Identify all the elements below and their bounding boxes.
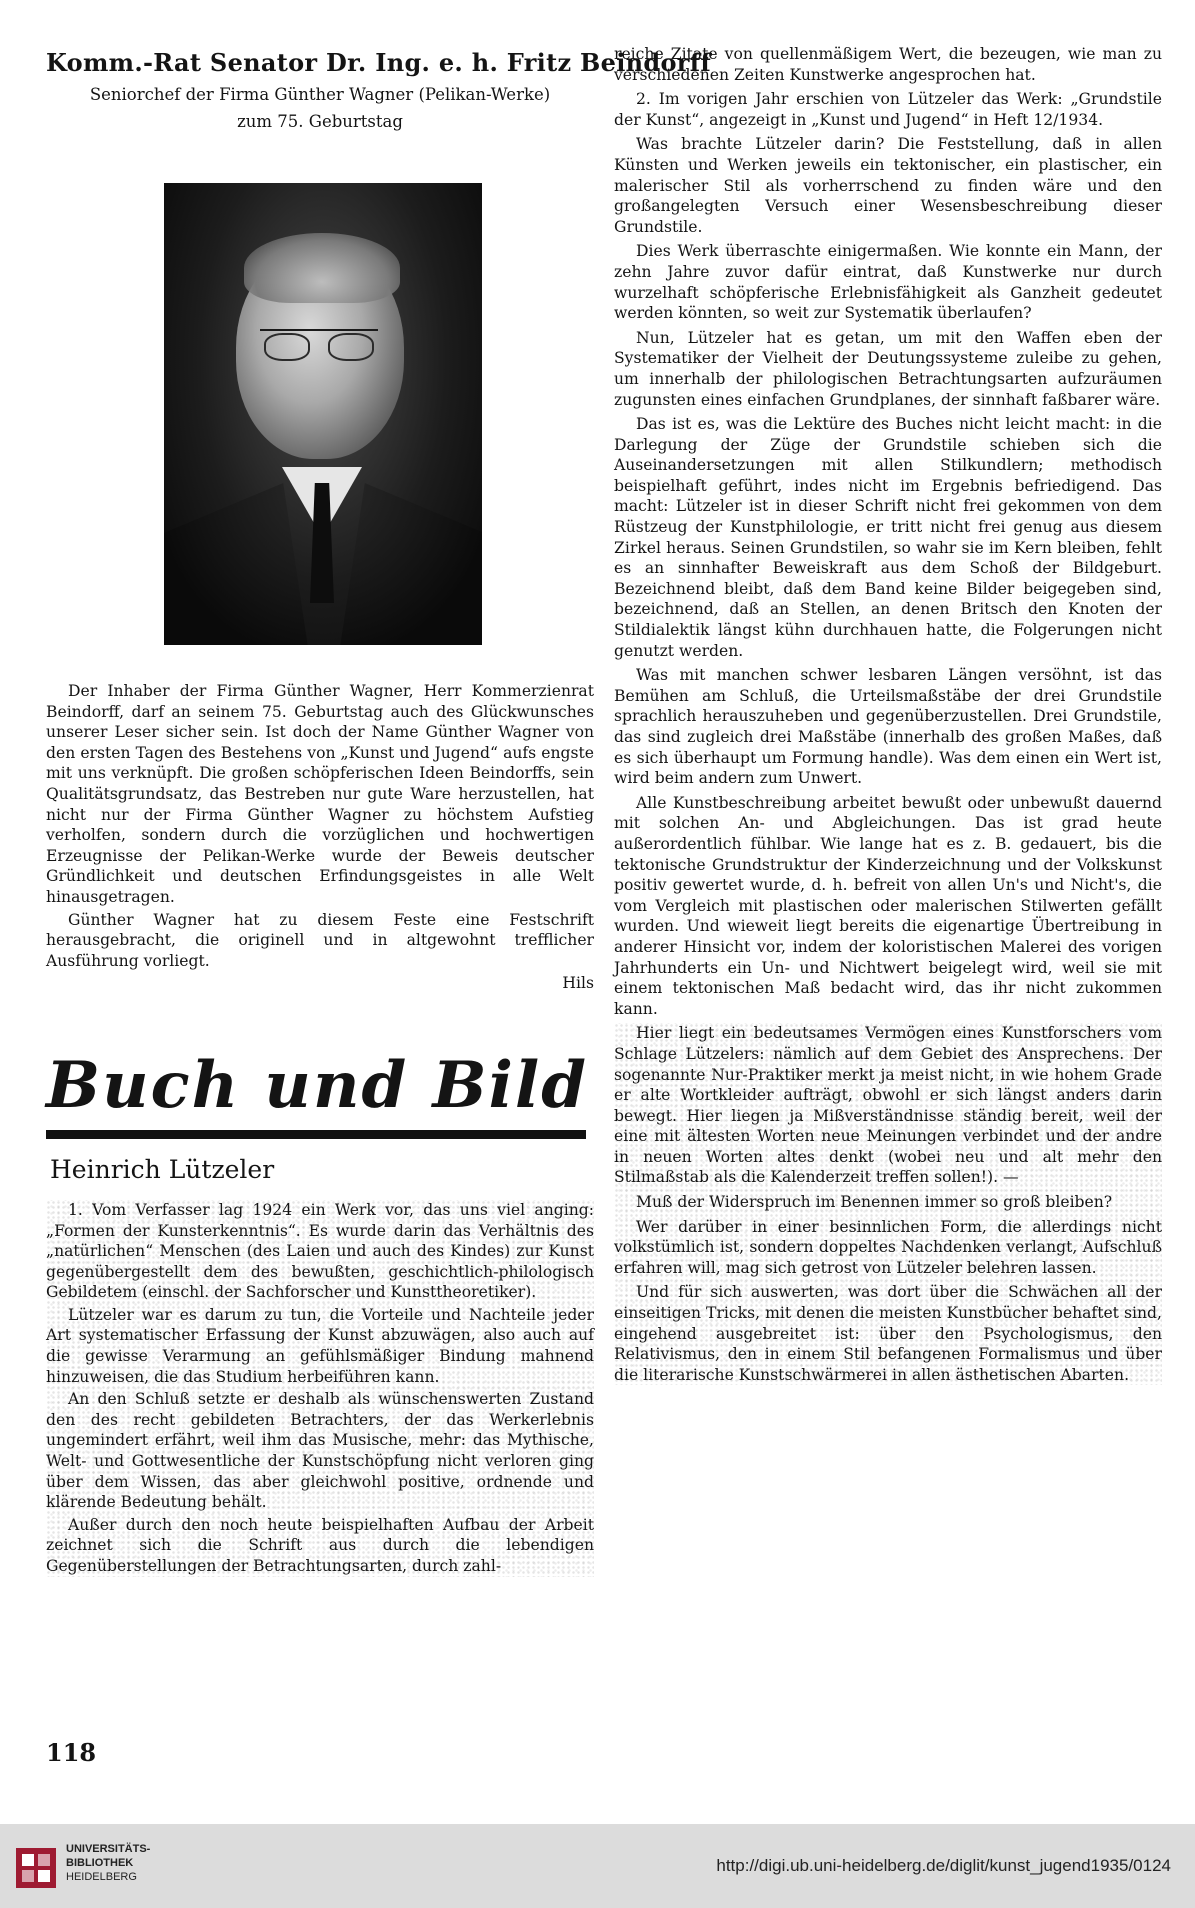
article-paragraph: 1. Vom Verfasser lag 1924 ein Werk vor, das uns viel anging: „Formen der Kunsterkenntnis“. Es wurde darin das Verhältnis des „natürlichen“ Menschen (des Laien und auch des Kindes) zur Kunst gegenübergestellt dem des bewußten, geschichtlich-philologisch Gebildetem (einschl. der Sachforscher und Kunsttheoretiker).: [46, 1200, 594, 1302]
library-name-line: UNIVERSITÄTS-: [66, 1843, 151, 1855]
left-column: [46, 48, 711, 1579]
article-paragraph: Alle Kunstbeschreibung arbeitet bewußt oder unbewußt dauernd mit solchen An- und Abgleichungen. Das ist grad heute außerordentlich fühlbar. Wie lange hat es z. B. gedauert, bis die tektonische Grundstruktur der Kinderzeichnung und der Volkskunst positiv gewertet wurde, d. h. befreit von allen Un's und Nicht's, die vom Vergleich mit plastischen oder malerischen Stilwerten gefällt wurden. Und wieweit liegt bereits die eigenartige Übertreibung in anderer Hinsicht vor, indem der koloristischen Malerei des vorigen Jahrhunderts ein Un- und Nichtwert beigelegt wird, weil sie mit einem tektonischen Maß bedacht wird, das ihr nicht zukommen kann.: [614, 793, 1162, 1018]
article-right-speckled: [614, 1023, 1162, 1385]
portrait-photo: [164, 183, 482, 645]
article-paragraph: Was mit manchen schwer lesbaren Längen versöhnt, ist das Bemühen am Schluß, die Urteilsmaßstäbe der drei Grundstile sprachlich herauszuheben und gegenüberzustellen. Drei Grundstile, das sind zugleich drei Maßstäbe (innerhalb des großen Maßes, daß es sich überhaupt um Formung handle). Was dem einen ein Wert ist, wird beim andern zum Unwert.: [614, 666, 1162, 788]
article-paragraph: Lützeler war es darum zu tun, die Vorteile und Nachteile jeder Art systematischer Erfassung der Kunst abzuwägen, also auch auf die gewisse Verarmung an gefühlsmäßiger Bindung mahnend hinzuweisen, die das Studium herbeiführen kann.: [46, 1305, 594, 1386]
library-name: [66, 1842, 150, 1884]
tribute-title: Komm.-Rat Senator Dr. Ing. e. h. Fritz Beindorff: [46, 48, 711, 77]
section-rule: [46, 1130, 586, 1139]
portrait-hair: [244, 233, 400, 303]
section-title: Buch und Bild: [46, 1047, 588, 1123]
digitization-footer: [0, 1824, 1195, 1908]
article-paragraph: Wer darüber in einer besinnlichen Form, die allerdings nicht volkstümlich ist, sondern doppeltes Nachdenken verlangt, Aufschluß erfahren will, mag sich getrost von Lützeler belehren lassen.: [614, 1217, 1162, 1277]
right-column: [614, 44, 1162, 1389]
article-paragraph: Dies Werk überraschte einigermaßen. Wie konnte ein Mann, der zehn Jahre zuvor dafür eintrat, daß Kunstwerke nur durch wurzelhaft schöpferische Erlebnisfähigkeit als Ganzheit gedeutet werden könnten, so weit zur Systematik überlaufen?: [614, 242, 1162, 323]
source-url: http://digi.ub.uni-heidelberg.de/diglit/kunst_jugend1935/0124: [716, 1856, 1171, 1875]
article-paragraph: Und für sich auswerten, was dort über die Schwächen all der einseitigen Tricks, mit denen die meisten Kunstbücher behaftet sind, eingehend ausgebreitet ist: über den Psychologismus, den Relativismus, den in einem Stil befangenen Formalismus und über die literarische Kunstschwärmerei in allen ästhetischen Abarten.: [614, 1283, 1162, 1384]
library-name-line: BIBLIOTHEK: [66, 1857, 134, 1869]
page-number: 118: [46, 1738, 97, 1767]
article-paragraph: Außer durch den noch heute beispielhaften Aufbau der Arbeit zeichnet sich die Schrift aus durch die lebendigen Gegenüberstellungen der Betrachtungsarten, durch zahl-: [46, 1515, 594, 1575]
article-paragraph: Muß der Widerspruch im Benennen immer so groß bleiben?: [636, 1193, 1113, 1212]
article-paragraph: Hier liegt ein bedeutsames Vermögen eines Kunstforschers vom Schlage Lützelers: nämlich auf dem Gebiet des Ansprechens. Der sogenannte Nur-Praktiker merkt ja meist nicht, in wie hohem Grade er alte Wortkleider aufträgt, obwohl er sich längst anders darin bewegt. Hier liegen ja Mißverständnisse ständig bereit, weil der eine mit ältesten Worten neue Meinungen verbindet und der andre in neuen Worten altes denkt (wobei neu und alt mehr den Stilmaßstab als die Kalenderzeit treffen sollen!). —: [614, 1024, 1162, 1187]
tribute-occasion: zum 75. Geburtstag: [237, 112, 403, 131]
portrait-glasses: [260, 329, 378, 361]
library-name-line: HEIDELBERG: [66, 1871, 137, 1883]
article-paragraph: 2. Im vorigen Jahr erschien von Lützeler das Werk: „Grundstile der Kunst“, angezeigt in „Kunst und Jugend“ in Heft 12/1934.: [614, 90, 1162, 129]
article-paragraph: Das ist es, was die Lektüre des Buches nicht leicht macht: in die Darlegung der Züge der Grundstile schieben sich die Auseinandersetzungen mit allen Stilkundlern; methodisch beispielhaft geführt, indes nicht im Ergebnis befriedigend. Das macht: Lützeler ist in dieser Schrift nicht frei gekommen von dem Rüstzeug der Kunstphilologie, er tritt nicht frei genug aus diesem Zirkel heraus. Seinen Grundstilen, so wahr sie im Kern bleiben, fehlt es an sinnhafter Beweiskraft aus dem Schoß der Bildgeburt. Bezeichnend bleibt, daß dem Band keine Bilder beigegeben sind, bezeichnend, daß an Stellen, an denen Britsch den Knoten der Stildialektik längst kühn durchhauen hatte, die Folgerungen nicht genutzt werden.: [614, 415, 1162, 660]
article-paragraph: reiche Zitate von quellenmäßigem Wert, die bezeugen, wie man zu verschiedenen Zeiten Kunstwerke angesprochen hat.: [614, 45, 1162, 84]
tribute-paragraph: Der Inhaber der Firma Günther Wagner, Herr Kommerzienrat Beindorff, darf an seinem 75. Geburtstag auch des Glückwunsches unserer Leser sicher sein. Ist doch der Name Günther Wagner von den ersten Tagen des Bestehens von „Kunst und Jugend“ aufs engste mit uns verknüpft. Die großen schöpferischen Ideen Beindorffs, sein Qualitätsgrundsatz, das Bestreben nur gute Ware herzustellen, hat nicht nur der Firma Günther Wagner zu höchstem Aufstieg verholfen, sondern durch die vorzüglichen und hochwertigen Erzeugnisse der Pelikan-Werke wurde der Beweis deutscher Gründlichkeit und deutschen Erfindungsgeistes in alle Welt hinausgetragen.: [46, 682, 594, 906]
article-paragraph: An den Schluß setzte er deshalb als wünschenswerten Zustand den des recht gebildeten Betrachters, der das Werkerlebnis ungemindert erfährt, weil ihm das Musische, mehr: das Mythische, Welt- und Gottwesentliche der Kunstschöpfung nicht verloren ging über dem Wissen, das aber gleichwohl positive, ordnende und klärende Bedeutung behält.: [46, 1390, 594, 1512]
article-left-text: [46, 1200, 594, 1577]
journal-page: [30, 36, 1170, 1816]
tribute-signature: Hils: [562, 974, 594, 993]
article-paragraph: Was brachte Lützeler darin? Die Feststellung, daß in allen Künsten und Werken jeweils ein tektonischer, ein plastischer, ein malerischer Stil als vorherrschend zu finden wäre und den großangelegten Versuch einer Wesensbeschreibung dieser Grundstile.: [614, 135, 1162, 236]
tribute-text: [46, 681, 594, 994]
article-author: Heinrich Lützeler: [50, 1154, 275, 1184]
university-library-logo-icon: [14, 1846, 58, 1890]
tribute-subtitle: Seniorchef der Firma Günther Wagner (Pelikan-Werke): [89, 85, 551, 104]
article-paragraph: Nun, Lützeler hat es getan, um mit den Waffen eben der Systematiker der Vielheit der Deutungssysteme zuleibe zu gehen, um innerhalb der philologischen Betrachtungsarten aufzuräumen zugunsten eines einfachen Grundplanes, der sinnhaft faßbarer wäre.: [614, 328, 1162, 409]
tribute-paragraph: Günther Wagner hat zu diesem Feste eine Festschrift herausgebracht, die originell und in altgewohnt trefflicher Ausführung vorliegt.: [46, 910, 594, 970]
